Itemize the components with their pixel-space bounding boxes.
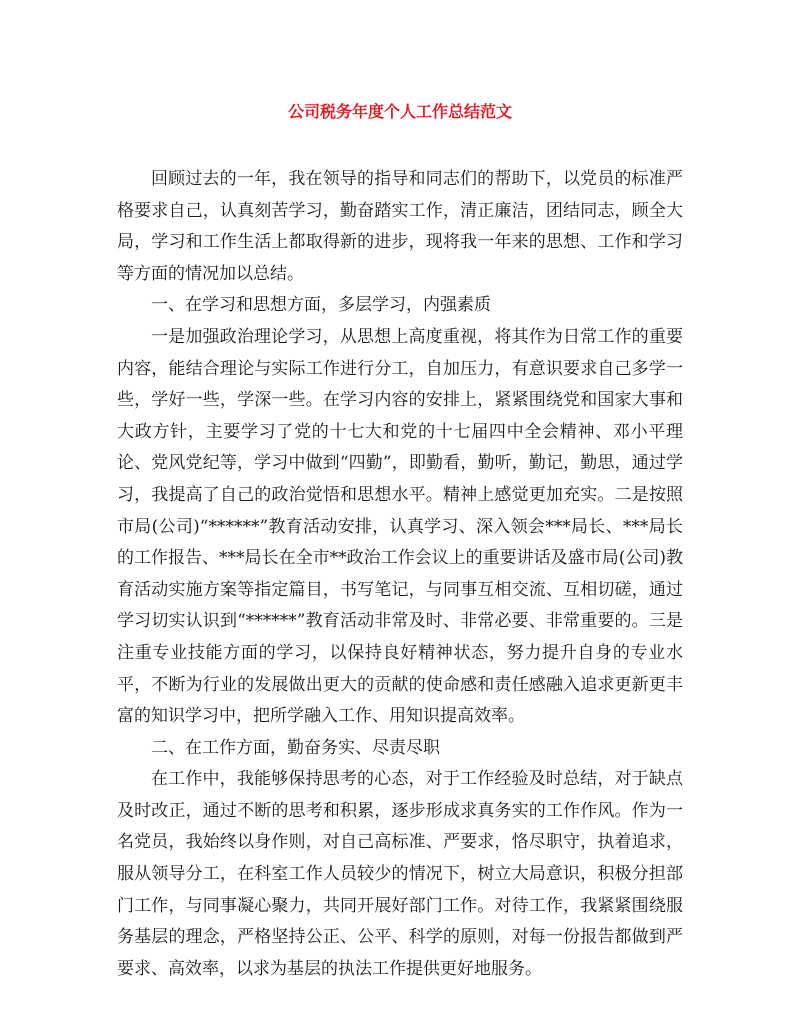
document-page xyxy=(117,100,683,985)
document-title: 公司税务年度个人工作总结范文 xyxy=(287,102,512,121)
paragraph-study: 一是加强政治理论学习，从思想上高度重视，将其作为日常工作的重要内容，能结合理论与实际工作进行分工，自加压力，有意识要求自己多学一些，学好一些，学深一些。在学习内容的安排上，紧紧围绕党和国家大事和大政方针，主要学习了党的十七大和党的十七届四中全会精神、邓小平理论、党风党纪等，学习中做到“四勤”，即勤看，勤听，勤记，勤思，通过学习，我提高了自己的政治觉悟和思想水平。精神上感觉更加充实。二是按照市局(公司)“******”教育活动安排，认真学习、深入领会***局长、***局长的工作报告、***局长在全市**政治工作会议上的重要讲话及盛市局(公司)教育活动实施方案等指定篇目，书写笔记，与同事互相交流、互相切磋，通过学习切实认识到“******”教育活动非常及时、非常必要、非常重要的。三是注重专业技能方面的学习，以保持良好精神状态，努力提升自身的专业水平，不断为行业的发展做出更大的贡献的使命感和责任感融入追求更新更丰富的知识学习中，把所学融入工作、用知识提高效率。 xyxy=(117,326,683,727)
section-heading-work: 二、在工作方面，勤奋务实、尽责尽职 xyxy=(151,737,440,758)
section-heading-study: 一、在学习和思想方面，多层学习，内强素质 xyxy=(151,295,491,316)
paragraph-work: 在工作中，我能够保持思考的心态，对于工作经验及时总结，对于缺点及时改正，通过不断的思考和积累，逐步形成求真务实的工作作风。作为一名党员，我始终以身作则，对自己高标准、严要求，恪尽职守，执着追求，服从领导分工，在科室工作人员较少的情况下，树立大局意识，积极分担部门工作，与同事凝心聚力，共同开展好部门工作。对待工作，我紧紧围绕服务基层的理念，严格坚持公正、公平、科学的原则，对每一份报告都做到严要求、高效率，以求为基层的执法工作提供更好地服务。 xyxy=(117,769,683,979)
paragraph-intro: 回顾过去的一年，我在领导的指导和同志们的帮助下，以党员的标准严格要求自己，认真刻苦学习，勤奋踏实工作，清正廉洁，团结同志，顾全大局，学习和工作生活上都取得新的进步，现将我一年来的思想、工作和学习等方面的情况加以总结。 xyxy=(117,169,683,284)
